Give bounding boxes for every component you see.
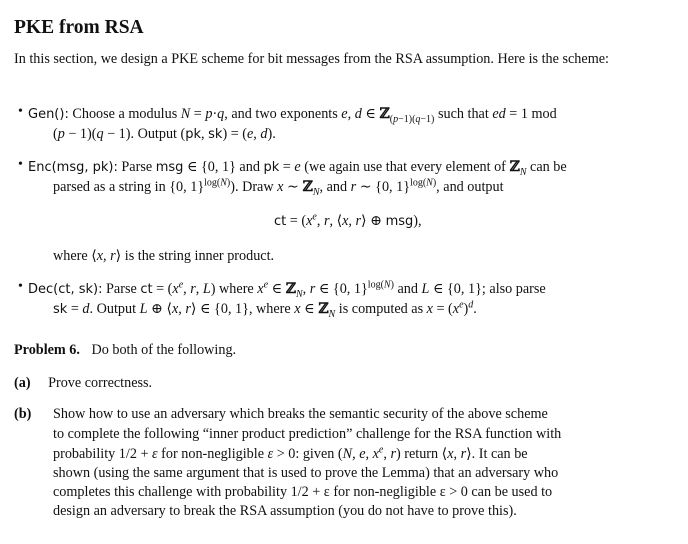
bullet-gen: •: [18, 104, 23, 119]
dec-text-1: Parse ct = ($x^e$, r, L) where $x^e$ ∈ ℤ$_N$, r ∈ {0, 1}$^{log(N)}$ and L ∈ {0, 1}; also parse: [106, 279, 546, 300]
gen-label: Gen():: [28, 107, 69, 122]
enc-text-1: Parse msg ∈ {0, 1} and pk = e (we again use that every element of ℤ$_N$ can be: [121, 159, 567, 178]
bullet-dec: •: [18, 279, 23, 294]
enc-line-2: parsed as a string in {0, 1}$^{log(N)}$). Draw x ∼ ℤ$_N$, and r ∼ {0, 1}$^{log(N)}$, and output: [53, 177, 504, 198]
part-b-label-row: [14, 404, 31, 424]
part-b-line-math: probability 1/2 + ε for non-negligible ε > 0: given (N, e, $x^e$, r) return ⟨x, r⟩. It can be: [53, 444, 528, 462]
part-b-line: completes this challenge with probability 1/2 + ε for non-negligible ε > 0 can be used to: [53, 484, 553, 500]
part-b-line: to complete the following “inner product prediction” challenge for the RSA function with: [53, 426, 562, 442]
dec-line-1: [28, 279, 546, 299]
part-b-label: (b): [14, 406, 32, 422]
part-b-line: Show how to use an adversary which breaks the semantic security of the above scheme: [53, 406, 548, 422]
enc-where: where ⟨x, r⟩ is the string inner product.: [53, 248, 275, 264]
dec-line-2: sk = d. Output L ⊕ ⟨x, r⟩ ∈ {0, 1}, where x ∈ ℤ$_N$ is computed as $x = (x^e)^d$.: [53, 299, 477, 320]
problem-text: Do both of the following.: [91, 342, 237, 358]
intro-paragraph: In this section, we design a PKE scheme for bit messages from the RSA assumption. Here is the scheme:: [14, 51, 609, 67]
part-a-text: Prove correctness.: [48, 375, 153, 391]
enc-label: Enc(msg, pk):: [28, 160, 118, 175]
dec-label: Dec(ct, sk):: [28, 282, 103, 297]
section-title: PKE from RSA: [14, 17, 144, 38]
part-b-line: design an adversary to break the RSA assumption (you do not have to prove this).: [53, 503, 517, 519]
gen-line-2: (p − 1)(q − 1). Output (pk, sk) = (e, d).: [53, 126, 276, 142]
enc-line-1: [28, 157, 567, 177]
problem-label: Problem 6.: [14, 342, 80, 358]
part-a-label: (a): [14, 375, 31, 391]
enc-formula: ct = ($x^e$, r, ⟨x, r⟩ ⊕ msg),: [274, 211, 422, 229]
bullet-enc: •: [18, 157, 23, 172]
part-a: [14, 373, 152, 393]
gen-text-1: Choose a modulus N = p·q, and two exponents e, d ∈ ℤ$_{(p-1)(q-1)}$ such that ed = 1 mod: [72, 106, 557, 125]
gen-line-1: [28, 104, 557, 124]
problem-heading: [14, 340, 236, 360]
part-b-line: shown (using the same argument that is used to prove the Lemma) that an adversary who: [53, 465, 559, 481]
